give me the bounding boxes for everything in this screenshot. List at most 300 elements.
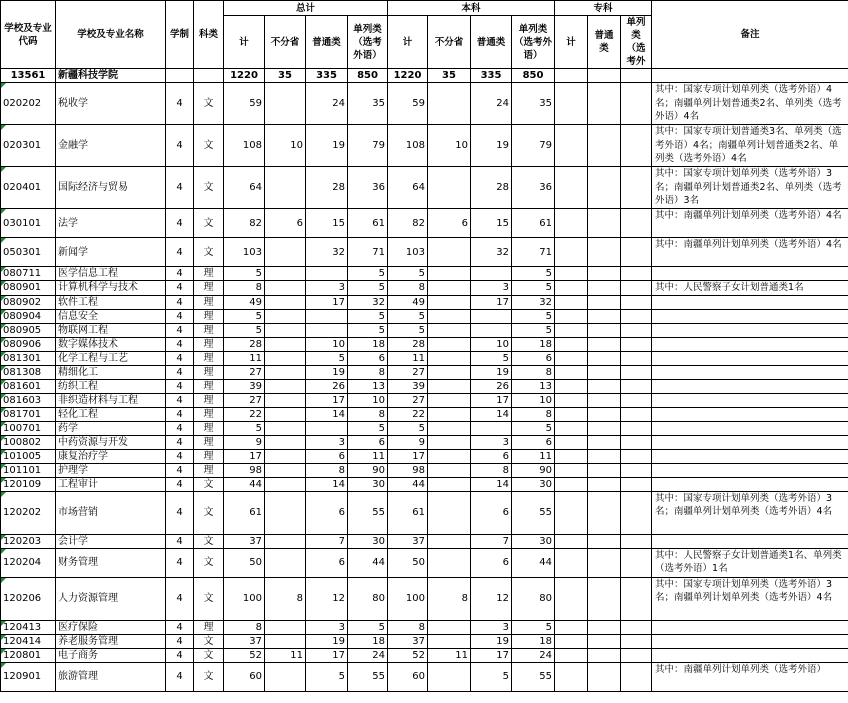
jr-single — [621, 463, 652, 477]
total-no-province — [265, 167, 306, 209]
total-single: 6 — [348, 351, 388, 365]
ug-single: 36 — [512, 167, 555, 209]
table-row — [1, 477, 848, 491]
ug-count: 17 — [388, 449, 428, 463]
ug-count: 8 — [388, 281, 428, 296]
ug-general: 14 — [471, 407, 512, 421]
total-single: 5 — [348, 281, 388, 296]
table-row — [1, 421, 848, 435]
remarks-cell — [652, 379, 848, 393]
major-duration: 4 — [166, 421, 194, 435]
ug-count: 5 — [388, 323, 428, 337]
total-single: 36 — [348, 167, 388, 209]
table-row — [1, 634, 848, 648]
ug-no-province — [428, 421, 471, 435]
ug-no-province — [428, 323, 471, 337]
col-header-junior-group: 专科 — [555, 1, 652, 16]
total-no-province — [265, 463, 306, 477]
total-count: 8 — [224, 281, 265, 296]
jr-count — [555, 323, 588, 337]
jr-single — [621, 634, 652, 648]
table-row — [1, 125, 848, 167]
total-general: 3 — [306, 435, 348, 449]
ug-no-province — [428, 534, 471, 548]
remarks-cell: 其中：南疆单列计划单列类（选考外语）4名 — [652, 209, 848, 238]
remarks-cell — [652, 648, 848, 662]
table-row — [1, 323, 848, 337]
ug-general: 6 — [471, 548, 512, 577]
total-single: 80 — [348, 577, 388, 620]
total-count: 39 — [224, 379, 265, 393]
major-duration: 4 — [166, 125, 194, 167]
major-category: 理 — [194, 295, 224, 309]
major-duration: 4 — [166, 477, 194, 491]
col-header-total-single: 单列类（选考外语） — [348, 16, 388, 69]
major-name: 电子商务 — [56, 648, 166, 662]
total-general: 17 — [306, 648, 348, 662]
ug-general: 8 — [471, 463, 512, 477]
major-category: 理 — [194, 407, 224, 421]
total-no-province — [265, 449, 306, 463]
total-general: 17 — [306, 393, 348, 407]
jr-single — [621, 548, 652, 577]
remarks-cell — [652, 634, 848, 648]
jr-general — [588, 365, 621, 379]
total-no-province — [265, 477, 306, 491]
major-category: 理 — [194, 379, 224, 393]
ug-count: 11 — [388, 351, 428, 365]
total-count: 27 — [224, 393, 265, 407]
table-row — [1, 337, 848, 351]
ug-general: 19 — [471, 365, 512, 379]
table-row — [1, 491, 848, 534]
ug-count: 8 — [388, 620, 428, 634]
major-duration: 4 — [166, 634, 194, 648]
major-duration: 4 — [166, 491, 194, 534]
major-code: 120901 — [1, 662, 56, 691]
major-code: 020401 — [1, 167, 56, 209]
remarks-cell — [652, 435, 848, 449]
ug-count: 5 — [388, 309, 428, 323]
major-code: 081301 — [1, 351, 56, 365]
jr-single — [621, 477, 652, 491]
ug-general: 15 — [471, 209, 512, 238]
ug-no-province — [428, 393, 471, 407]
ug-count: 100 — [388, 577, 428, 620]
jr-count — [555, 209, 588, 238]
total-general — [306, 323, 348, 337]
jr-count — [555, 620, 588, 634]
jr-single — [621, 83, 652, 125]
jr-count — [555, 534, 588, 548]
major-name: 市场营销 — [56, 491, 166, 534]
ug-count: 49 — [388, 295, 428, 309]
total-count: 60 — [224, 662, 265, 691]
jr-count — [555, 435, 588, 449]
ug-single: 55 — [512, 491, 555, 534]
total-single: 8 — [348, 365, 388, 379]
major-code: 120204 — [1, 548, 56, 577]
jr-count — [555, 379, 588, 393]
major-duration: 4 — [166, 167, 194, 209]
total-no-province — [265, 83, 306, 125]
major-category: 理 — [194, 337, 224, 351]
major-name: 护理学 — [56, 463, 166, 477]
jr-single — [621, 648, 652, 662]
remarks-cell: 其中：南疆单列计划单列类（选考外语） — [652, 662, 848, 691]
jr-general — [588, 449, 621, 463]
major-duration: 4 — [166, 309, 194, 323]
jr-general — [588, 295, 621, 309]
jr-single — [621, 309, 652, 323]
major-name: 物联网工程 — [56, 323, 166, 337]
total-single: 61 — [348, 209, 388, 238]
col-header-jr-single: 单列类（选考外 — [621, 16, 652, 69]
major-name: 计算机科学与技术 — [56, 281, 166, 296]
major-name: 旅游管理 — [56, 662, 166, 691]
remarks-cell: 其中：南疆单列计划单列类（选考外语）4名 — [652, 238, 848, 267]
jr-general — [588, 534, 621, 548]
ug-no-province — [428, 491, 471, 534]
ug-count: 37 — [388, 634, 428, 648]
ug-count: 9 — [388, 435, 428, 449]
total-single: 13 — [348, 379, 388, 393]
ug-general: 6 — [471, 449, 512, 463]
school-ug-no-province: 35 — [428, 69, 471, 83]
major-category: 理 — [194, 309, 224, 323]
total-general — [306, 309, 348, 323]
total-no-province: 10 — [265, 125, 306, 167]
col-header-ug-no-province: 不分省 — [428, 16, 471, 69]
total-no-province — [265, 534, 306, 548]
jr-single — [621, 662, 652, 691]
jr-count — [555, 267, 588, 281]
ug-no-province — [428, 620, 471, 634]
remarks-cell: 其中：国家专项计划单列类（选考外语）4名；南疆单列计划普通类2名、单列类（选考外语）4名 — [652, 83, 848, 125]
total-single: 11 — [348, 449, 388, 463]
ug-no-province: 11 — [428, 648, 471, 662]
ug-single: 90 — [512, 463, 555, 477]
col-header-ug-single: 单列类（选考外语） — [512, 16, 555, 69]
ug-count: 5 — [388, 421, 428, 435]
total-general: 7 — [306, 534, 348, 548]
total-single: 5 — [348, 267, 388, 281]
jr-single — [621, 435, 652, 449]
major-name: 数字媒体技术 — [56, 337, 166, 351]
remarks-cell — [652, 620, 848, 634]
col-header-total-group: 总计 — [224, 1, 388, 16]
major-name: 信息安全 — [56, 309, 166, 323]
major-category: 文 — [194, 491, 224, 534]
total-single: 5 — [348, 309, 388, 323]
table-row — [1, 379, 848, 393]
total-count: 5 — [224, 309, 265, 323]
remarks-cell — [652, 323, 848, 337]
major-category: 文 — [194, 534, 224, 548]
ug-no-province — [428, 83, 471, 125]
total-general: 8 — [306, 463, 348, 477]
jr-general — [588, 351, 621, 365]
remarks-cell — [652, 267, 848, 281]
ug-single: 18 — [512, 634, 555, 648]
total-no-province — [265, 238, 306, 267]
major-name: 轻化工程 — [56, 407, 166, 421]
ug-single: 30 — [512, 477, 555, 491]
major-category: 理 — [194, 620, 224, 634]
major-category: 文 — [194, 577, 224, 620]
major-duration: 4 — [166, 463, 194, 477]
remarks-cell — [652, 463, 848, 477]
jr-count — [555, 238, 588, 267]
total-count: 59 — [224, 83, 265, 125]
jr-general — [588, 634, 621, 648]
major-code: 030101 — [1, 209, 56, 238]
major-duration: 4 — [166, 577, 194, 620]
major-name: 药学 — [56, 421, 166, 435]
major-category: 理 — [194, 463, 224, 477]
ug-general: 5 — [471, 351, 512, 365]
total-no-province — [265, 309, 306, 323]
jr-single — [621, 209, 652, 238]
total-general: 24 — [306, 83, 348, 125]
table-row — [1, 281, 848, 296]
total-general: 3 — [306, 620, 348, 634]
remarks-cell — [652, 393, 848, 407]
major-duration: 4 — [166, 393, 194, 407]
jr-count — [555, 449, 588, 463]
remarks-cell — [652, 477, 848, 491]
jr-single — [621, 534, 652, 548]
table-row — [1, 577, 848, 620]
ug-count: 28 — [388, 337, 428, 351]
major-category: 理 — [194, 365, 224, 379]
ug-no-province: 6 — [428, 209, 471, 238]
ug-count: 22 — [388, 407, 428, 421]
ug-single: 6 — [512, 351, 555, 365]
jr-count — [555, 463, 588, 477]
jr-count — [555, 393, 588, 407]
ug-single: 61 — [512, 209, 555, 238]
total-count: 103 — [224, 238, 265, 267]
remarks-cell — [652, 421, 848, 435]
major-code: 120203 — [1, 534, 56, 548]
ug-count: 108 — [388, 125, 428, 167]
total-single: 5 — [348, 620, 388, 634]
major-duration: 4 — [166, 337, 194, 351]
major-name: 会计学 — [56, 534, 166, 548]
school-ug-general: 335 — [471, 69, 512, 83]
major-category: 文 — [194, 662, 224, 691]
total-general: 15 — [306, 209, 348, 238]
ug-general — [471, 323, 512, 337]
ug-count: 44 — [388, 477, 428, 491]
ug-single: 5 — [512, 309, 555, 323]
ug-no-province — [428, 463, 471, 477]
total-count: 108 — [224, 125, 265, 167]
jr-single — [621, 238, 652, 267]
major-name: 非织造材料与工程 — [56, 393, 166, 407]
ug-general: 32 — [471, 238, 512, 267]
major-name: 康复治疗学 — [56, 449, 166, 463]
ug-no-province — [428, 634, 471, 648]
ug-count: 82 — [388, 209, 428, 238]
remarks-cell — [652, 449, 848, 463]
jr-count — [555, 125, 588, 167]
total-single: 32 — [348, 295, 388, 309]
ug-single: 44 — [512, 548, 555, 577]
ug-general: 7 — [471, 534, 512, 548]
ug-general: 3 — [471, 620, 512, 634]
jr-single — [621, 379, 652, 393]
jr-single — [621, 323, 652, 337]
major-code: 080906 — [1, 337, 56, 351]
table-row — [1, 309, 848, 323]
jr-general — [588, 491, 621, 534]
jr-count — [555, 167, 588, 209]
jr-single — [621, 281, 652, 296]
remarks-cell: 其中：人民警察子女计划普通类1名、单列类（选考外语）1名 — [652, 548, 848, 577]
total-count: 100 — [224, 577, 265, 620]
col-header-total-general: 普通类 — [306, 16, 348, 69]
jr-count — [555, 491, 588, 534]
total-general: 14 — [306, 407, 348, 421]
total-no-province: 11 — [265, 648, 306, 662]
jr-single — [621, 125, 652, 167]
ug-general: 3 — [471, 281, 512, 296]
major-code: 120109 — [1, 477, 56, 491]
major-code: 100802 — [1, 435, 56, 449]
total-count: 37 — [224, 634, 265, 648]
total-single: 44 — [348, 548, 388, 577]
col-header-code: 学校及专业代码 — [1, 1, 56, 69]
remarks-cell — [652, 351, 848, 365]
major-duration: 4 — [166, 238, 194, 267]
ug-single: 80 — [512, 577, 555, 620]
table-row — [1, 295, 848, 309]
table-row — [1, 534, 848, 548]
school-ug-total: 1220 — [388, 69, 428, 83]
total-no-province — [265, 421, 306, 435]
jr-single — [621, 337, 652, 351]
table-row — [1, 407, 848, 421]
total-general — [306, 421, 348, 435]
major-name: 医疗保险 — [56, 620, 166, 634]
total-count: 61 — [224, 491, 265, 534]
total-single: 35 — [348, 83, 388, 125]
jr-general — [588, 421, 621, 435]
major-code: 080901 — [1, 281, 56, 296]
ug-count: 27 — [388, 393, 428, 407]
ug-general: 6 — [471, 491, 512, 534]
ug-general — [471, 309, 512, 323]
ug-count: 60 — [388, 662, 428, 691]
ug-no-province — [428, 379, 471, 393]
jr-count — [555, 281, 588, 296]
ug-general — [471, 421, 512, 435]
major-code: 020202 — [1, 83, 56, 125]
jr-count — [555, 83, 588, 125]
total-single: 10 — [348, 393, 388, 407]
ug-no-province — [428, 238, 471, 267]
total-no-province — [265, 634, 306, 648]
table-row — [1, 463, 848, 477]
ug-no-province — [428, 548, 471, 577]
col-header-total-no-province: 不分省 — [265, 16, 306, 69]
total-general: 5 — [306, 662, 348, 691]
total-count: 8 — [224, 620, 265, 634]
school-total-single: 850 — [348, 69, 388, 83]
total-general: 28 — [306, 167, 348, 209]
header-row-1 — [1, 1, 848, 16]
total-single: 5 — [348, 323, 388, 337]
jr-single — [621, 421, 652, 435]
ug-count: 98 — [388, 463, 428, 477]
jr-general — [588, 309, 621, 323]
school-name: 新疆科技学院 — [56, 69, 166, 83]
ug-no-province — [428, 309, 471, 323]
major-code: 081308 — [1, 365, 56, 379]
jr-count — [555, 577, 588, 620]
table-row — [1, 83, 848, 125]
major-code: 120414 — [1, 634, 56, 648]
major-category: 文 — [194, 238, 224, 267]
major-name: 工程审计 — [56, 477, 166, 491]
ug-count: 39 — [388, 379, 428, 393]
major-code: 080902 — [1, 295, 56, 309]
ug-single: 71 — [512, 238, 555, 267]
jr-count — [555, 365, 588, 379]
total-general: 19 — [306, 125, 348, 167]
jr-count — [555, 407, 588, 421]
major-code: 020301 — [1, 125, 56, 167]
jr-general — [588, 620, 621, 634]
total-no-province — [265, 351, 306, 365]
ug-single: 55 — [512, 662, 555, 691]
jr-count — [555, 634, 588, 648]
total-no-province — [265, 407, 306, 421]
major-code: 120206 — [1, 577, 56, 620]
ug-no-province: 10 — [428, 125, 471, 167]
jr-general — [588, 477, 621, 491]
table-row — [1, 648, 848, 662]
ug-count: 61 — [388, 491, 428, 534]
total-general: 6 — [306, 491, 348, 534]
jr-general — [588, 267, 621, 281]
major-name: 精细化工 — [56, 365, 166, 379]
total-count: 50 — [224, 548, 265, 577]
ug-general: 28 — [471, 167, 512, 209]
major-category: 文 — [194, 477, 224, 491]
jr-general — [588, 463, 621, 477]
school-total-no-province: 35 — [265, 69, 306, 83]
total-single: 30 — [348, 534, 388, 548]
total-count: 49 — [224, 295, 265, 309]
jr-single — [621, 295, 652, 309]
total-general: 12 — [306, 577, 348, 620]
major-code: 050301 — [1, 238, 56, 267]
ug-no-province — [428, 407, 471, 421]
total-count: 98 — [224, 463, 265, 477]
major-duration: 4 — [166, 548, 194, 577]
ug-general: 3 — [471, 435, 512, 449]
table-row — [1, 435, 848, 449]
ug-count: 64 — [388, 167, 428, 209]
ug-no-province — [428, 267, 471, 281]
ug-no-province — [428, 365, 471, 379]
total-no-province — [265, 620, 306, 634]
ug-general: 26 — [471, 379, 512, 393]
col-header-total: 计 — [224, 16, 265, 69]
